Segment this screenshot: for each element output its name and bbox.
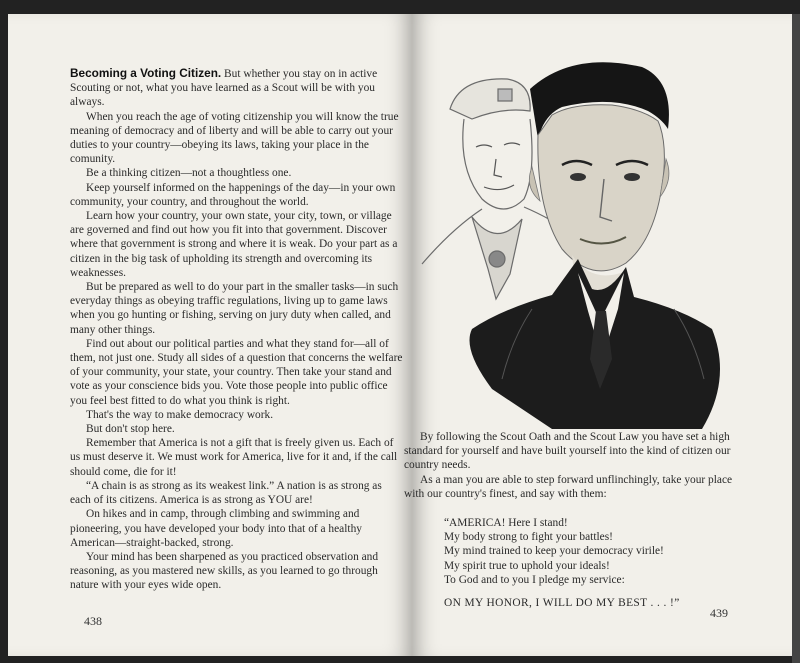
paragraph-text: But whether you stay on in active Scouting or not, what you have learned as a Scout will be with you always.	[70, 68, 378, 109]
right-page-text	[404, 430, 748, 501]
scout-motto: ON MY HONOR, I WILL DO MY BEST . . . !”	[444, 597, 680, 610]
book-edge	[792, 14, 800, 663]
pledge-block	[444, 516, 744, 610]
paragraph: That's the way to make democracy work.	[86, 408, 274, 421]
left-page	[8, 14, 412, 656]
paragraph: But be prepared as well to do your part in the smaller tasks—in such everyday things as obeying traffic regulations, living up to game laws when you go hunting or fishing, serving on jury duty when called, and many other things.	[70, 281, 399, 336]
pledge-line: “AMERICA! Here I stand!	[444, 517, 568, 529]
intro-paragraph	[70, 66, 404, 110]
section-heading: Becoming a Voting Citizen.	[70, 66, 222, 80]
pledge-line: To God and to you I pledge my service:	[444, 573, 625, 586]
right-page	[404, 14, 792, 656]
paragraph: “A chain is as strong as its weakest link.” A nation is as strong as each of its citizens. America is as strong as YOU are!	[70, 479, 382, 507]
paragraph: Your mind has been sharpened as you practiced observation and reasoning, as you mastered new skills, as you learned to go through nature with your eyes wide open.	[70, 550, 379, 592]
paragraph: Remember that America is not a gift that is freely given us. Each of us must deserve it. We must work for America, live for it and, if the call should come, die for it!	[70, 437, 398, 478]
paragraph: Find out about our political parties and what they stand for—all of them, not just one. Study all sides of a question that concerns the welfare of your community, your state, your country. Then take your stand and vote as your conscience bids you. Vote those people into public office you feel best fitted to do what you think is right.	[70, 337, 403, 407]
left-page-text	[70, 66, 404, 593]
paragraph: As a man you are able to step forward unflinchingly, take your place with our country's finest, and say with them:	[404, 473, 733, 500]
page-number-left: 438	[84, 614, 102, 628]
pledge-line: My body strong to fight your battles!	[444, 531, 613, 544]
paragraph: Learn how your country, your own state, your city, town, or village are governed and find out how you fit into that government. Discover where that government is strong and where it is weak. Do your part as a citizen in the big task of upholding its strength and overcoming its weaknesses.	[70, 210, 398, 279]
paragraph: On hikes and in camp, through climbing and swimming and pioneering, you have developed your body into that of a healthy American—straight-backed, strong.	[70, 508, 362, 549]
pledge-line: My spirit true to uphold your ideals!	[444, 559, 610, 572]
scout-and-man-illustration	[412, 59, 742, 429]
paragraph: Be a thinking citizen—not a thoughtless one.	[86, 167, 292, 180]
page-number-right: 439	[710, 606, 728, 620]
paragraph: When you reach the age of voting citizenship you will know the true meaning of democracy and of liberty and will be able to carry out your duties to your country—obeying its laws, taking your place in the comunity.	[70, 110, 399, 166]
paragraph: But don't stop here.	[86, 423, 175, 436]
pledge-line: My mind trained to keep your democracy virile!	[444, 545, 664, 558]
paragraph: By following the Scout Oath and the Scout Law you have set a high standard for yourself and have built yourself into the kind of citizen our country needs.	[404, 431, 731, 472]
paragraph: Keep yourself informed on the happenings of the day—in your own community, your country, and throughout the world.	[70, 181, 396, 208]
